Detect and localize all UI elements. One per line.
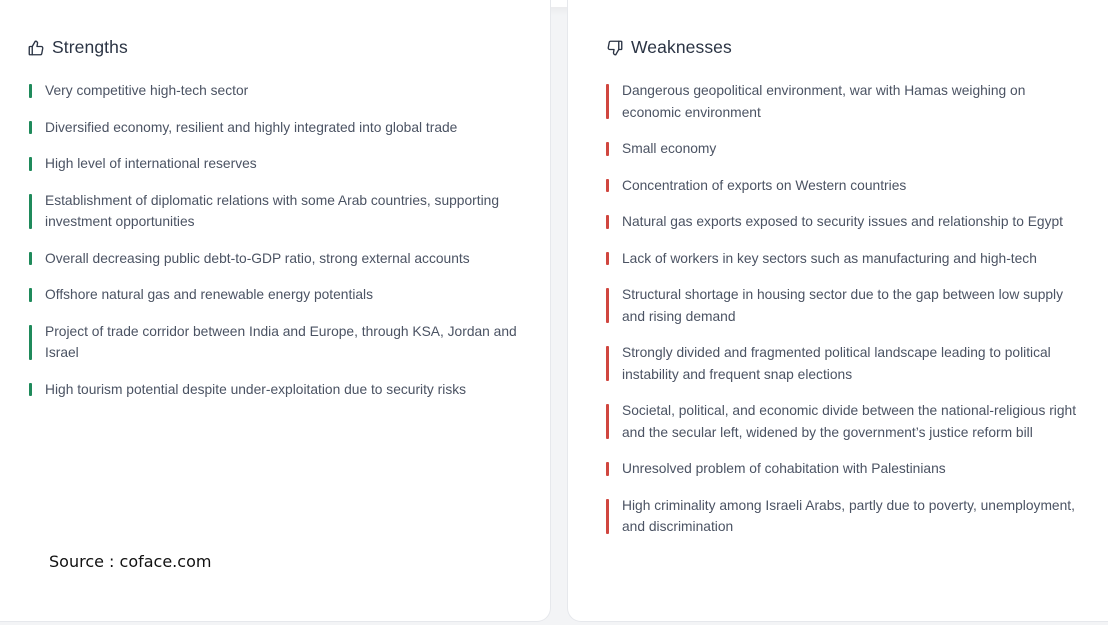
list-item: Unresolved problem of cohabitation with Palestinians (606, 458, 1086, 480)
red-marker (606, 404, 609, 439)
list-item: Very competitive high-tech sector (29, 80, 529, 102)
strengths-title: Strengths (52, 37, 128, 57)
list-item: High level of international reserves (29, 153, 529, 175)
red-marker (606, 215, 609, 229)
list-item: Strongly divided and fragmented political landscape leading to political instability and frequent snap elections (606, 342, 1086, 385)
green-marker (29, 288, 32, 302)
red-marker (606, 462, 609, 476)
list-item: Dangerous geopolitical environment, war with Hamas weighing on economic environment (606, 80, 1086, 123)
list-item: Offshore natural gas and renewable energy potentials (29, 284, 529, 306)
green-marker (29, 84, 32, 98)
list-item: Structural shortage in housing sector due to the gap between low supply and rising demand (606, 284, 1086, 327)
red-marker (606, 179, 609, 193)
list-item: Project of trade corridor between India and Europe, through KSA, Jordan and Israel (29, 321, 529, 364)
list-item: Overall decreasing public debt-to-GDP ratio, strong external accounts (29, 248, 529, 270)
list-item: Societal, political, and economic divide between the national-religious right and the secular left, widened by the government’s justice reform bill (606, 400, 1086, 443)
source-caption: Source : coface.com (49, 552, 212, 571)
list-item: Small economy (606, 138, 1086, 160)
green-marker (29, 157, 32, 171)
red-marker (606, 346, 609, 381)
strengths-panel (0, 0, 551, 622)
list-item: High tourism potential despite under-exploitation due to security risks (29, 379, 529, 401)
strengths-header (27, 37, 128, 58)
green-marker (29, 325, 32, 360)
list-item: High criminality among Israeli Arabs, partly due to poverty, unemployment, and discrimination (606, 495, 1086, 538)
green-marker (29, 121, 32, 135)
list-item: Lack of workers in key sectors such as manufacturing and high-tech (606, 248, 1086, 270)
red-marker (606, 288, 609, 323)
weaknesses-header (606, 37, 732, 58)
list-item: Establishment of diplomatic relations with some Arab countries, supporting investment opportunities (29, 190, 529, 233)
list-item: Natural gas exports exposed to security issues and relationship to Egypt (606, 211, 1086, 233)
red-marker (606, 142, 609, 156)
thumbs-up-icon (27, 39, 45, 57)
red-marker (606, 499, 609, 534)
thumbs-down-icon (606, 39, 624, 57)
green-marker (29, 252, 32, 266)
weaknesses-title: Weaknesses (631, 37, 732, 57)
list-item: Concentration of exports on Western countries (606, 175, 1086, 197)
list-item: Diversified economy, resilient and highly integrated into global trade (29, 117, 529, 139)
green-marker (29, 383, 32, 397)
strengths-list (29, 80, 529, 400)
green-marker (29, 194, 32, 229)
weaknesses-list (606, 80, 1086, 538)
red-marker (606, 84, 609, 119)
weaknesses-panel (567, 0, 1108, 622)
red-marker (606, 252, 609, 266)
